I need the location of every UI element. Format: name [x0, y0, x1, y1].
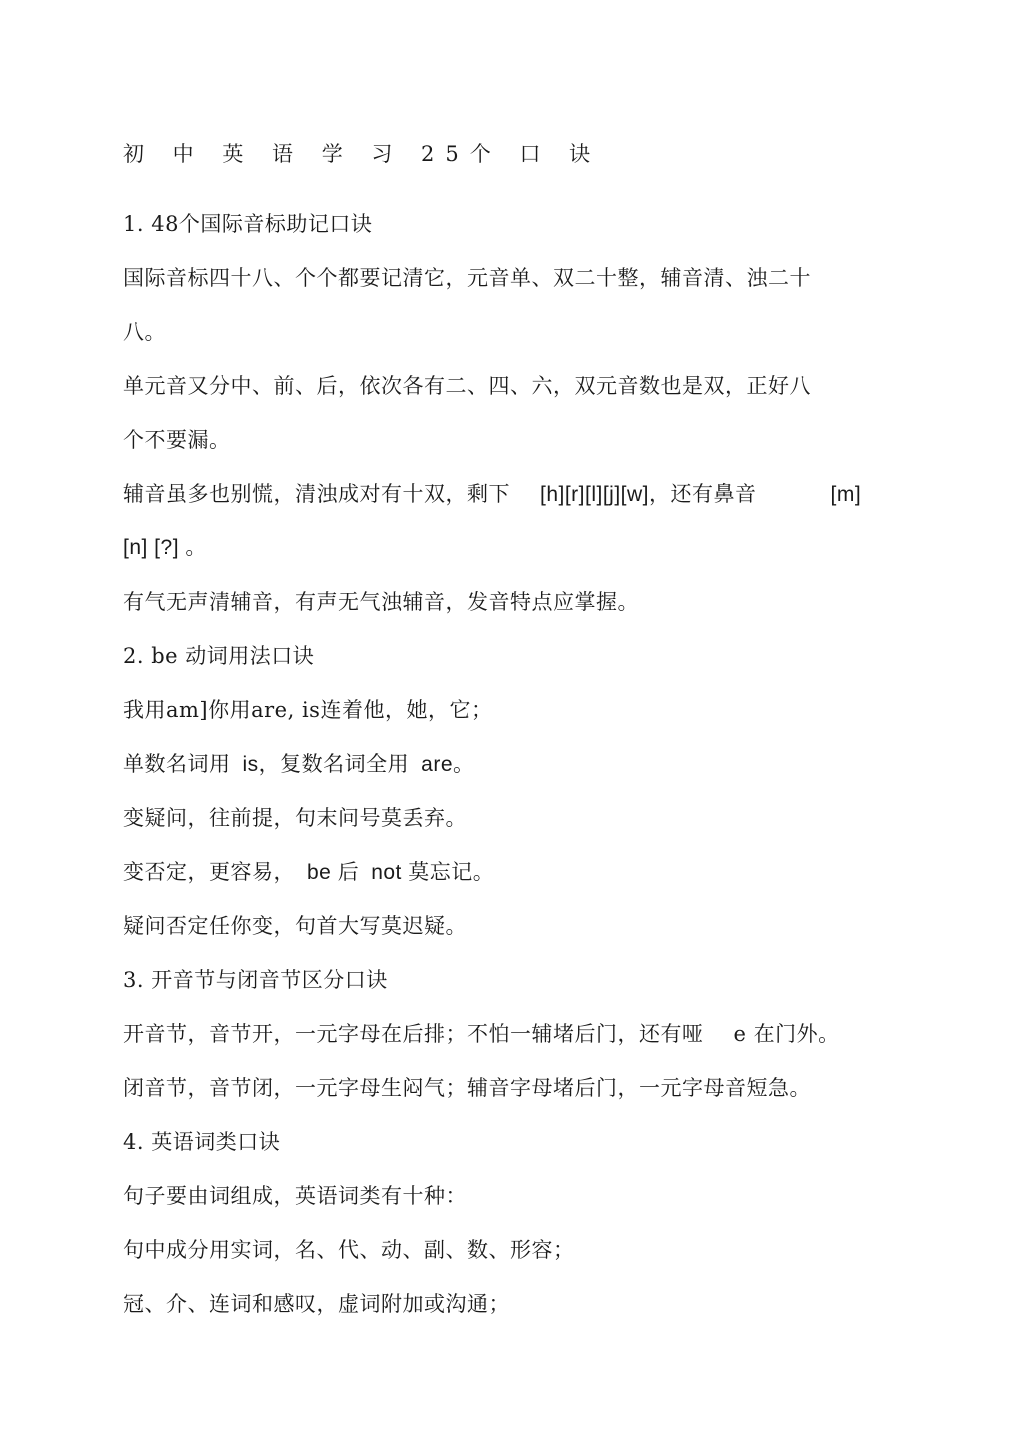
paragraph-line — [123, 857, 494, 888]
section-heading-1: 1. 48个国际音标助记口诀 — [123, 212, 373, 236]
paragraph-line — [123, 479, 861, 510]
paragraph-line: 疑问否定任你变，句首大写莫迟疑。 — [123, 914, 467, 938]
text-segment: ，复数名词全用 — [258, 752, 410, 776]
paragraph-line: 国际音标四十八、个个都要记清它，元音单、双二十整，辅音清、浊二十 — [123, 266, 811, 290]
paragraph-line: 句子要由词组成，英语词类有十种： — [123, 1184, 467, 1208]
paragraph-line: 闭音节，音节闭，一元字母生闷气；辅音字母堵后门，一元字母音短急。 — [123, 1076, 811, 1100]
text-segment: e 在门外。 — [733, 1022, 840, 1046]
paragraph-line: 单元音又分中、前、后，依次各有二、四、六，双元音数也是双，正好八 — [123, 374, 811, 398]
text-segment: 开音节，音节开，一元字母在后排；不怕一辅堵后门，还有哑 — [123, 1022, 704, 1046]
paragraph-line: 变疑问，往前提，句末问号莫丢弃。 — [123, 806, 467, 830]
paragraph-line: [n] [?] 。 — [123, 536, 207, 559]
paragraph-line: 句中成分用实词，名、代、动、副、数、形容； — [123, 1238, 575, 1262]
section-heading-4: 4. 英语词类口诀 — [123, 1130, 281, 1154]
paragraph-line: 个不要漏。 — [123, 428, 231, 452]
text-segment: 单数名词用 — [123, 752, 231, 776]
phonetic-symbol: [m] — [830, 483, 862, 506]
document-title: 初 中 英 语 学 习 25个 口 诀 — [123, 142, 602, 166]
text-segment: 辅音虽多也别慌，清浊成对有十双，剩下 — [123, 482, 510, 506]
text-segment: ，还有鼻音 — [649, 482, 757, 506]
paragraph-line — [123, 1019, 840, 1049]
text-segment: is — [242, 753, 259, 776]
paragraph-line: 八。 — [123, 320, 166, 344]
section-heading-2: 2. be 动词用法口诀 — [123, 644, 315, 668]
paragraph-line: 有气无声清辅音，有声无气浊辅音，发音特点应掌握。 — [123, 590, 639, 614]
text-segment: 变否定，更容易， — [123, 860, 295, 884]
section-heading-3: 3. 开音节与闭音节区分口诀 — [123, 968, 388, 992]
text-segment: be 后 — [307, 861, 360, 884]
text-segment: are。 — [421, 753, 475, 776]
paragraph-line: 我用am]你用are, is连着他，她，它； — [123, 698, 493, 722]
paragraph-line: 冠、介、连词和感叹，虚词附加或沟通； — [123, 1292, 510, 1316]
phonetic-symbols: [h][r][l][j][w] — [540, 483, 650, 506]
paragraph-line — [123, 749, 475, 780]
text-segment: not 莫忘记。 — [371, 861, 495, 884]
